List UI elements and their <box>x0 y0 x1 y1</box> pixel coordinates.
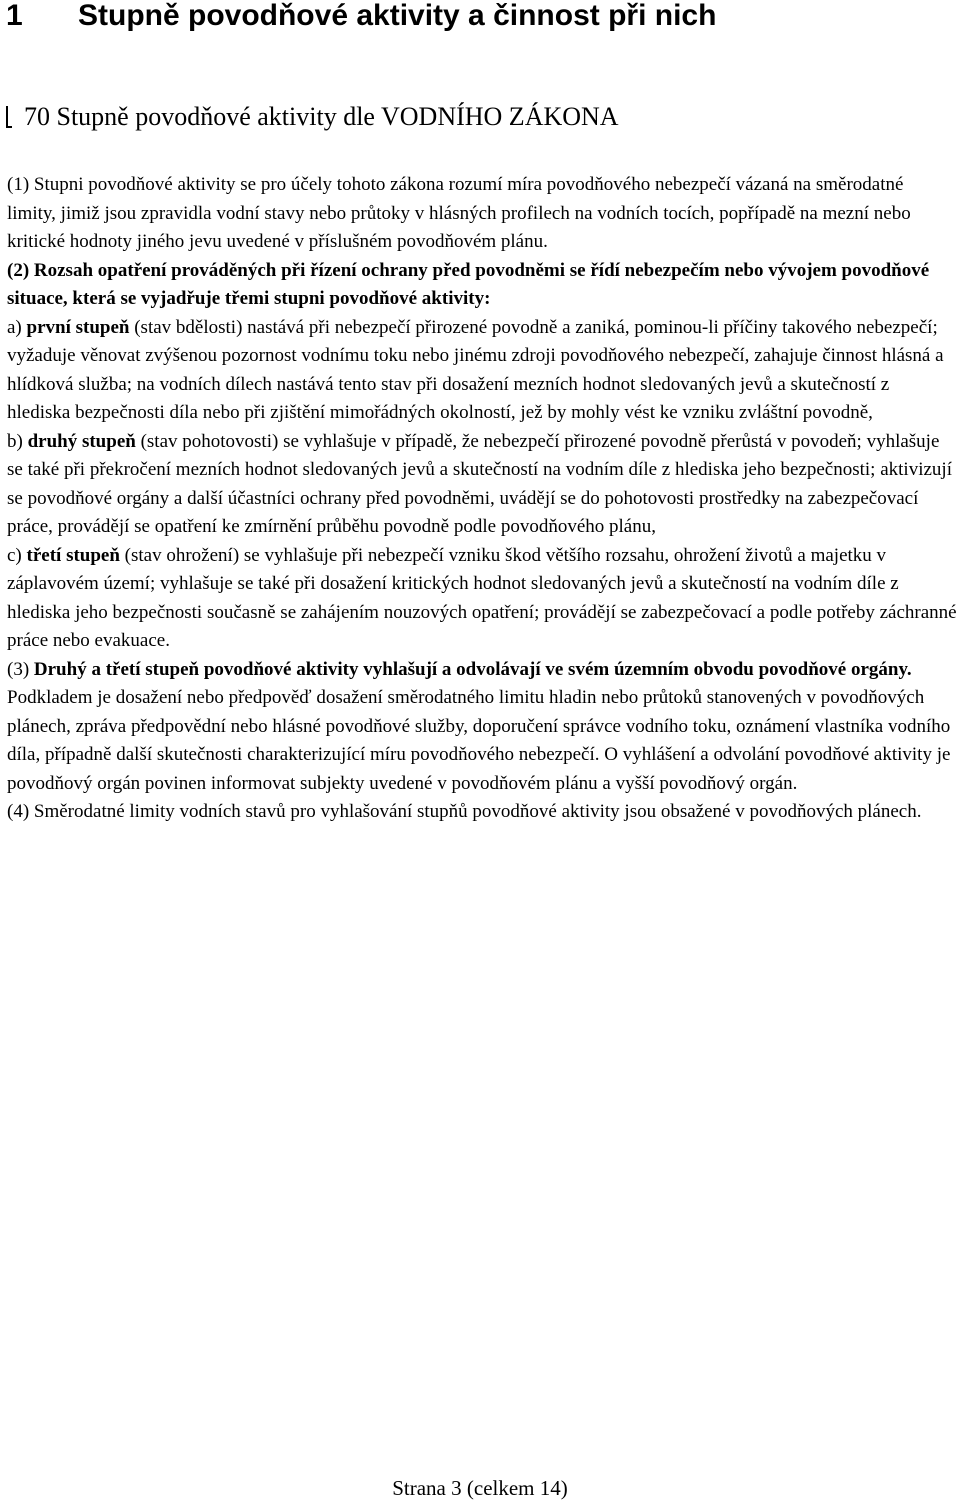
paragraph-4: (4) Směrodatné limity vodních stavů pro vyhlašování stupňů povodňové aktivity jsou obsažené v povodňových plánech. <box>7 801 922 822</box>
chapter-number: 1 <box>6 0 23 32</box>
document-body <box>7 171 957 827</box>
list-item-b-term: druhý stupeň <box>27 430 136 452</box>
paragraph-3-marker: (3) <box>7 658 34 680</box>
section-title: 70 Stupně povodňové aktivity dle VODNÍHO ZÁKONA <box>24 102 619 131</box>
paragraph-3 <box>7 656 957 799</box>
chapter-heading <box>6 0 716 34</box>
list-item-b-text: (stav pohotovosti) se vyhlašuje v případě, že nebezpečí přirozené povodně přerůstá v povodeň; vyhlašuje se také při překročení mezních hodnot sledovaných jevů a skutečností na vodním díle z hlediska jeho bezpečnosti; aktivizují se povodňové orgány a další účastníci ochrany před povodněmi, uvádějí se do pohotovosti prostředky na zabezpečovací práce, provádějí se opatření ke zmírnění průběhu povodně podle povodňového plánu, <box>7 430 952 537</box>
paragraph-2 <box>7 257 957 314</box>
list-item-c-text: (stav ohrožení) se vyhlašuje při nebezpečí vzniku škod většího rozsahu, ohrožení životů a majetku v záplavovém území; vyhlašuje se také při dosažení kritických hodnot sledovaných jevů a skutečností na vodním díle z hlediska jeho bezpečnosti současně se zahájením nouzových opatření; provádějí se zabezpečovací a podle potřeby záchranné práce nebo evakuace. <box>7 544 957 651</box>
list-item-a-term: první stupeň <box>26 316 130 338</box>
list-item-a <box>7 314 957 428</box>
list-item-c-marker: c) <box>7 544 27 566</box>
section-heading <box>6 100 619 134</box>
page-footer: Strana 3 (celkem 14) <box>392 1476 568 1500</box>
list-item-b-marker: b) <box>7 430 28 452</box>
paragraph-3-text: Podkladem je dosažení nebo předpověď dosažení směrodatného limitu hladin nebo průtoků stanovených v povodňových plánech, zpráva předpovědní nebo hlásné povodňové služby, doporučení správce vodního toku, oznámení vlastníka vodního díla, případně další skutečnosti charakterizující míru povodňového nebezpečí. O vyhlášení a odvolání povodňové aktivity je povodňový orgán povinen informovat subjekty uvedené v povodňovém plánu a vyšší povodňový orgán. <box>7 687 951 794</box>
paragraph-3-bold: Druhý a třetí stupeň povodňové aktivity vyhlašují a odvolávají ve svém územním obvodu povodňové orgány. <box>33 658 912 680</box>
chapter-title: Stupně povodňové aktivity a činnost při nich <box>78 0 717 32</box>
list-item-c <box>7 542 957 656</box>
corner-mark-icon <box>6 106 12 128</box>
list-item-c-term: třetí stupeň <box>26 544 120 566</box>
paragraph-1: (1) Stupni povodňové aktivity se pro účely tohoto zákona rozumí míra povodňového nebezpečí vázaná na směrodatné limity, jimiž jsou zpravidla vodní stavy nebo průtoky v hlásných profilech na vodních tocích, popřípadě na mezní nebo kritické hodnoty jiného jevu uvedené v příslušném povodňovém plánu. <box>7 174 911 252</box>
list-item-b <box>7 428 957 542</box>
list-item-a-marker: a) <box>7 316 27 338</box>
list-item-a-text: (stav bdělosti) nastává při nebezpečí přirozené povodně a zaniká, pominou-li příčiny takového nebezpečí; vyžaduje věnovat zvýšenou pozornost vodnímu toku nebo jinému zdroji povodňového nebezpečí, zahajuje činnost hlásná a hlídková služba; na vodních dílech nastává tento stav při dosažení mezních hodnot sledovaných jevů a skutečností z hlediska bezpečnosti díla nebo při zjištění mimořádných okolností, jež by mohly vést ke vzniku zvláštní povodně, <box>7 316 944 423</box>
paragraph-2-intro: (2) Rozsah opatření prováděných při řízení ochrany před povodněmi se řídí nebezpečím nebo vývojem povodňové situace, která se vyjadřuje třemi stupni povodňové aktivity: <box>7 259 930 309</box>
